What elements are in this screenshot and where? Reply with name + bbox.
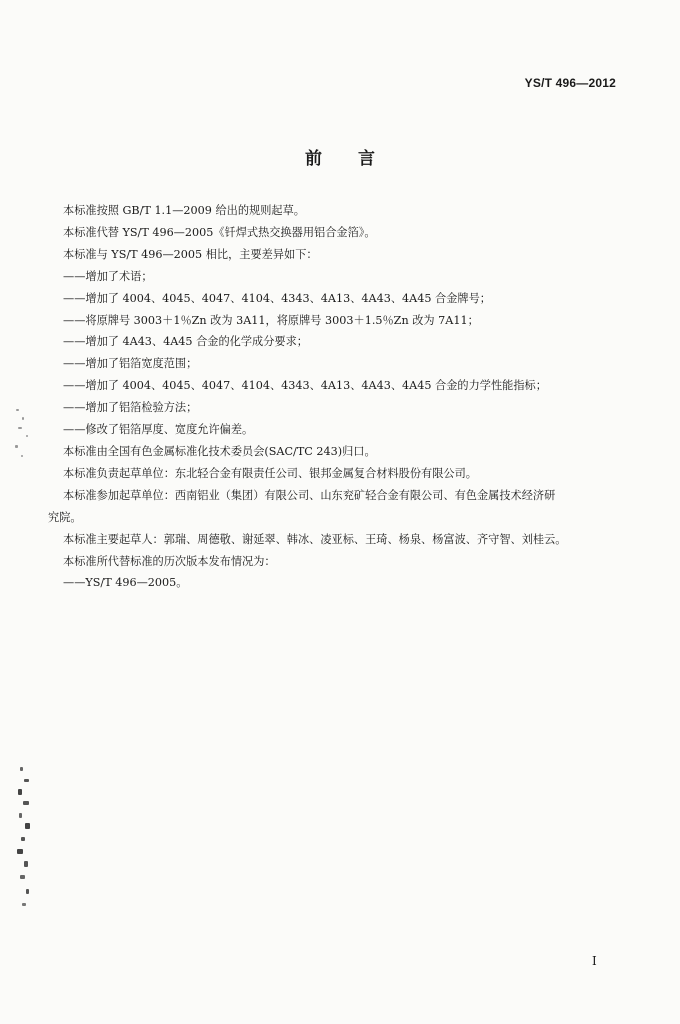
scan-binding-marks-top — [12, 405, 34, 465]
foreword-line: ——增加了铝箔宽度范围； — [63, 357, 198, 371]
foreword-body — [48, 200, 622, 594]
foreword-line: 本标准负责起草单位：东北轻合金有限责任公司、银邦金属复合材料股份有限公司。 — [63, 466, 477, 480]
foreword-line: ——YS/T 496—2005。 — [63, 576, 188, 590]
foreword-line: ——增加了 4004、4045、4047、4104、4343、4A13、4A43、4A45 合金牌号； — [63, 291, 491, 305]
standard-code: YS/T 496—2012 — [524, 76, 616, 90]
foreword-line: 本标准代替 YS/T 496—2005《钎焊式热交换器用铝合金箔》。 — [63, 225, 376, 239]
foreword-line: 本标准与 YS/T 496—2005 相比，主要差异如下： — [63, 247, 318, 261]
foreword-line: ——增加了 4004、4045、4047、4104、4343、4A13、4A43、4A45 合金的力学性能指标； — [63, 379, 547, 393]
foreword-line: 究院。 — [48, 510, 82, 524]
page-title: 前言 — [305, 149, 411, 169]
foreword-line: ——将原牌号 3003＋1％Zn 改为 3A11，将原牌号 3003＋1.5％Zn 改为 7A11； — [63, 313, 479, 327]
foreword-line: 本标准按照 GB/T 1.1—2009 给出的规则起草。 — [63, 204, 305, 217]
foreword-line: ——增加了术语； — [63, 269, 153, 283]
foreword-line: ——增加了铝箔检验方法； — [63, 401, 198, 415]
foreword-line: 本标准参加起草单位：西南铝业（集团）有限公司、山东兖矿轻合金有限公司、有色金属技术经济研 — [63, 488, 556, 502]
scan-binding-marks-bottom — [12, 765, 34, 925]
foreword-line: 本标准主要起草人：郭瑞、周德敬、谢延翠、韩冰、凌亚标、王琦、杨泉、杨富波、齐守智、刘桂云。 — [63, 532, 567, 546]
foreword-line: 本标准由全国有色金属标准化技术委员会(SAC/TC 243)归口。 — [63, 444, 376, 458]
page-number: I — [592, 954, 597, 968]
foreword-line: ——增加了 4A43、4A45 合金的化学成分要求； — [63, 335, 308, 349]
foreword-line: 本标准所代替标准的历次版本发布情况为： — [63, 554, 276, 568]
foreword-line: ——修改了铝箔厚度、宽度允许偏差。 — [63, 423, 254, 437]
